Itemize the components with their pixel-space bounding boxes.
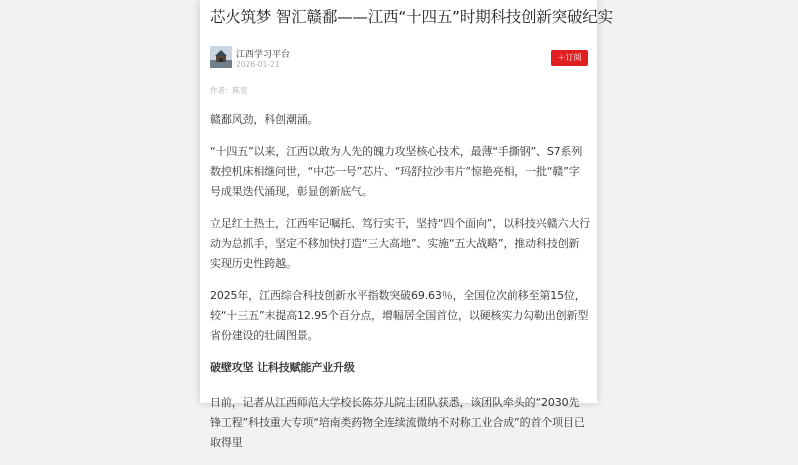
article-byline: 作者：陈奕 [210,86,248,95]
paragraph: 日前，记者从江西师范大学校长陈芬儿院士团队获悉，该团队牵头的“2030先锋工程”科技重大专项“培南类药物全连续流微纳不对称工业合成”的首个项目已取得里 [210,396,585,449]
article-title: 芯火筑梦 智汇赣鄱——江西“十四五”时期科技创新突破纪实 [210,8,613,26]
paragraph: 2025年，江西综合科技创新水平指数突破69.63％，全国位次前移至第15位，较“十三五”末提高12.95个百分点，增幅居全国首位，以硬核实力勾勒出创新型省份建设的壮阔图景。 [210,289,589,342]
subscribe-button[interactable]: ＋订阅 [551,50,588,66]
avatar-image-icon [210,46,232,68]
publish-date: 2026-01-21 [236,60,280,69]
author-name[interactable]: 江西学习平台 [236,50,291,60]
section-heading: 破壁攻坚 让科技赋能产业升级 [210,361,355,374]
paragraph: 赣鄱风劲，科创潮涌。 [210,113,319,126]
article-body [210,110,590,465]
paragraph: “十四五”以来，江西以敢为人先的魄力攻坚核心技术，最薄“手撕钢”、S7系列数控机床相继问世，“中芯一号”芯片、“玛舒拉沙韦片”惊艳亮相，一批“赣”字号成果迭代涌现，彰显创新底气。 [210,145,583,198]
paragraph: 立足红土热土，江西牢记嘱托、笃行实干，坚持“四个面向”，以科技兴赣六大行动为总抓手，坚定不移加快打造“三大高地”、实施“五大战略”，推动科技创新实现历史性跨越。 [210,217,590,270]
article-container [200,0,613,449]
author-avatar[interactable] [210,46,232,68]
